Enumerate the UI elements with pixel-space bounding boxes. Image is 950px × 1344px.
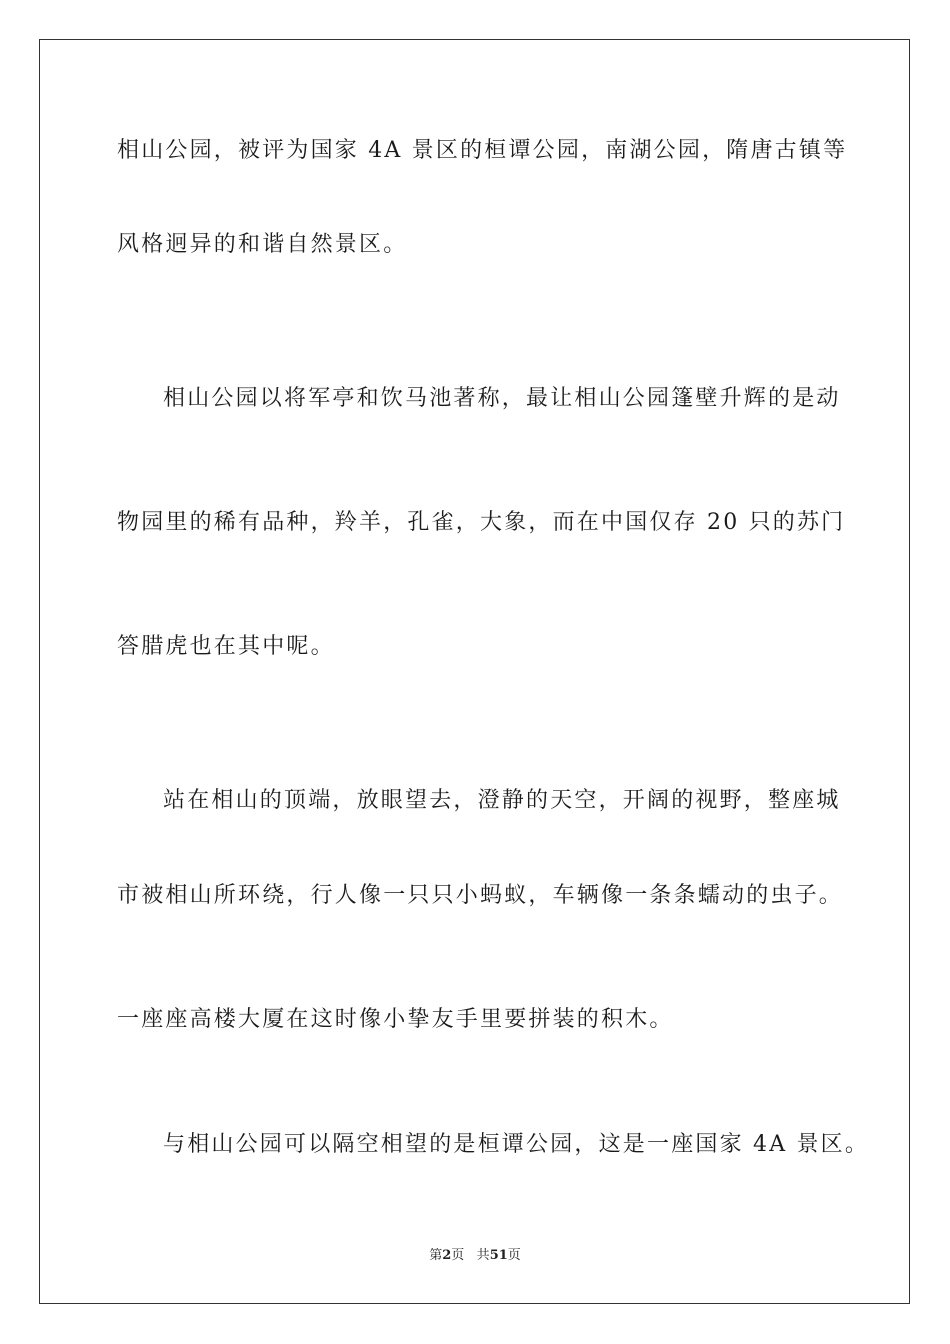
paragraph-line-1: 相山公园，被评为国家 4A 景区的桓谭公园，南湖公园，隋唐古镇等 <box>117 138 848 163</box>
paragraph-line-8: 一座座高楼大厦在这时像小挚友手里要拼装的积木。 <box>117 1007 674 1032</box>
paragraph-line-2: 风格迥异的和谐自然景区。 <box>117 232 408 257</box>
paragraph-line-6: 站在相山的顶端，放眼望去，澄静的天空，开阔的视野，整座城 <box>163 788 841 813</box>
paragraph-line-7: 市被相山所环绕，行人像一只只小蚂蚁，车辆像一条条蠕动的虫子。 <box>117 883 844 908</box>
paragraph-line-3: 相山公园以将军亭和饮马池著称，最让相山公园篷壁升辉的是动 <box>163 386 841 411</box>
total-prefix: 共 <box>476 1248 490 1263</box>
page-prefix: 第 <box>429 1248 443 1263</box>
page-number: 2 <box>442 1248 452 1263</box>
total-suffix: 页 <box>507 1248 521 1263</box>
paragraph-line-5: 答腊虎也在其中呢。 <box>117 634 335 659</box>
page-suffix: 页 <box>451 1248 465 1263</box>
total-pages: 51 <box>489 1248 508 1263</box>
page-footer <box>0 1247 950 1265</box>
page-border <box>39 39 910 1304</box>
paragraph-line-9: 与相山公园可以隔空相望的是桓谭公园，这是一座国家 4A 景区。 <box>163 1132 870 1157</box>
paragraph-line-4: 物园里的稀有品种，羚羊，孔雀，大象，而在中国仅存 20 只的苏门 <box>117 510 846 535</box>
